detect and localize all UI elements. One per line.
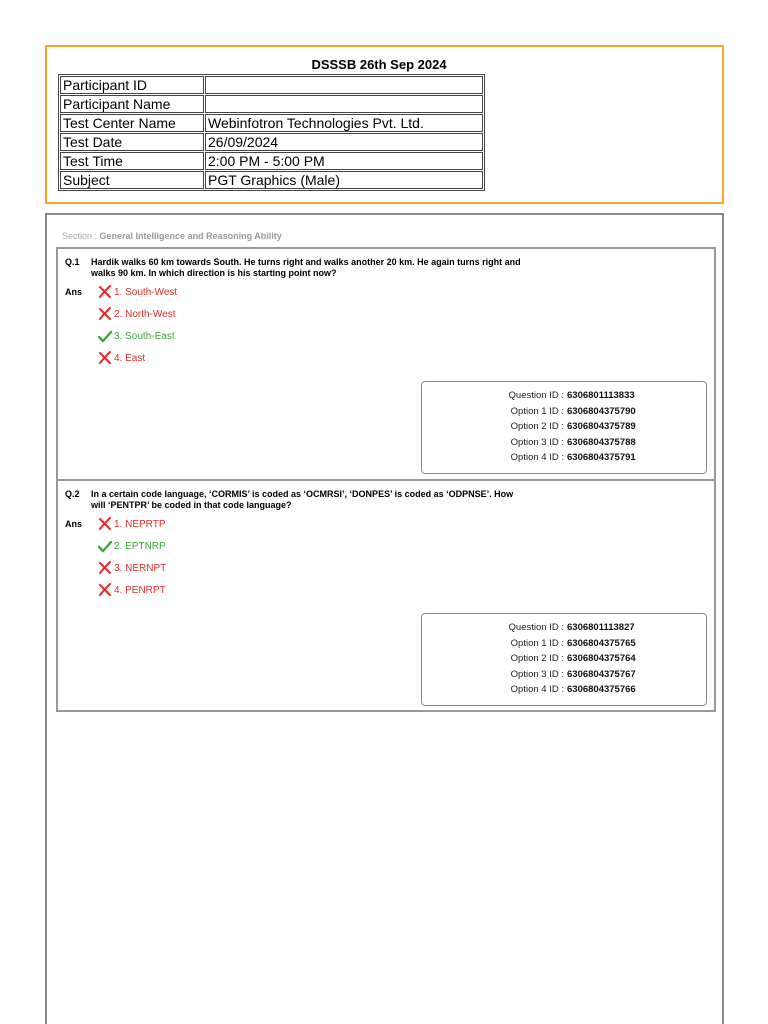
- table-row: [60, 114, 483, 132]
- option-id-row: [422, 419, 706, 435]
- option-text: 2. North-West: [114, 308, 176, 320]
- option-id-label: Option 4 ID :: [510, 452, 564, 463]
- participant-id-value: [205, 76, 483, 94]
- checkmark-icon: [98, 539, 112, 553]
- question-card-1: [56, 247, 716, 481]
- test-date-value: 26/09/2024: [205, 133, 483, 151]
- subject-label: Subject: [60, 171, 204, 189]
- option-id-row: [422, 682, 706, 698]
- question-card-2: [56, 479, 716, 712]
- participant-name-label: Participant Name: [60, 95, 204, 113]
- option-id-value: 6306804375765: [567, 637, 636, 649]
- question-text: In a certain code language, ‘CORMIS’ is coded as ‘OCMRSI’, ‘DONPES’ is coded as ‘ODPNSE’. How will ‘PENTPR’ be coded in that code language?: [91, 489, 514, 510]
- option-id-label: Option 2 ID :: [510, 421, 564, 432]
- option-4: [98, 351, 145, 365]
- option-id-value: 6306804375791: [567, 452, 636, 463]
- option-2: [98, 539, 166, 553]
- option-id-value: 6306804375789: [567, 421, 636, 432]
- option-id-value: 6306804375788: [567, 436, 636, 448]
- exam-title: DSSSB 26th Sep 2024: [311, 57, 447, 72]
- table-row: [60, 76, 483, 94]
- answer-label: Ans: [65, 519, 83, 529]
- option-id-row: [422, 651, 706, 667]
- option-text: 3. South-East: [114, 330, 175, 342]
- cross-icon: [98, 307, 112, 321]
- question-id-box: [421, 613, 707, 706]
- option-3: [98, 329, 175, 343]
- option-id-label: Option 1 ID :: [510, 637, 564, 649]
- checkmark-icon: [98, 329, 112, 343]
- question-id-label: Question ID :: [508, 622, 564, 633]
- option-2: [98, 307, 176, 321]
- option-id-row: [422, 636, 706, 652]
- question-id-box: [421, 381, 707, 474]
- option-id-label: Option 1 ID :: [510, 405, 564, 417]
- question-id-label: Question ID :: [508, 390, 564, 401]
- option-1: [98, 517, 166, 531]
- section-label: [62, 231, 282, 241]
- option-id-row: [422, 404, 706, 420]
- table-row: [60, 133, 483, 151]
- cross-icon: [98, 583, 112, 597]
- option-text: 1. South-West: [114, 286, 178, 298]
- option-4: [98, 583, 166, 597]
- section-name: General Intelligence and Reasoning Ability: [99, 231, 282, 241]
- question-id-value: 6306801113827: [567, 622, 635, 633]
- cross-icon: [98, 561, 112, 575]
- test-time-value: 2:00 PM - 5:00 PM: [205, 152, 483, 170]
- participant-name-value: [205, 95, 483, 113]
- option-id-label: Option 2 ID :: [510, 653, 564, 664]
- option-id-row: [422, 435, 706, 451]
- question-id-row: [422, 388, 706, 404]
- table-row: [60, 171, 483, 189]
- subject-value: PGT Graphics (Male): [205, 171, 483, 189]
- option-text: 4. East: [114, 352, 146, 364]
- test-time-label: Test Time: [60, 152, 204, 170]
- question-text: Hardik walks 60 km towards South. He turns right and walks another 20 km. He again turns right and walks 90 km. In which direction is his starting point now?: [91, 257, 521, 278]
- cross-icon: [98, 517, 112, 531]
- option-id-value: 6306804375767: [567, 668, 636, 680]
- answer-label: Ans: [65, 287, 83, 297]
- option-id-label: Option 4 ID :: [510, 684, 564, 695]
- test-date-label: Test Date: [60, 133, 204, 151]
- test-center-value: Webinfotron Technologies Pvt. Ltd.: [205, 114, 483, 132]
- question-id-value: 6306801113833: [567, 390, 635, 401]
- participant-id-label: Participant ID: [60, 76, 204, 94]
- option-text: 1. NEPRTP: [114, 518, 166, 530]
- table-row: [60, 95, 483, 113]
- option-id-value: 6306804375790: [567, 405, 636, 417]
- exam-header-card: [45, 45, 724, 204]
- cross-icon: [98, 351, 112, 365]
- option-id-value: 6306804375766: [567, 684, 636, 695]
- option-text: 2. EPTNRP: [114, 540, 166, 552]
- option-id-label: Option 3 ID :: [510, 436, 564, 448]
- option-text: 3. NERNPT: [114, 562, 167, 574]
- question-number: Q.2: [65, 489, 80, 499]
- cross-icon: [98, 285, 112, 299]
- section-prefix: Section :: [62, 231, 100, 241]
- question-number: Q.1: [65, 257, 80, 267]
- option-3: [98, 561, 166, 575]
- option-id-value: 6306804375764: [567, 653, 636, 664]
- test-center-label: Test Center Name: [60, 114, 204, 132]
- option-1: [98, 285, 177, 299]
- option-id-row: [422, 450, 706, 466]
- participant-info-table: [58, 74, 485, 191]
- option-text: 4. PENRPT: [114, 584, 166, 596]
- option-id-label: Option 3 ID :: [510, 668, 564, 680]
- response-sheet: [45, 213, 724, 1024]
- table-row: [60, 152, 483, 170]
- question-id-row: [422, 620, 706, 636]
- option-id-row: [422, 667, 706, 683]
